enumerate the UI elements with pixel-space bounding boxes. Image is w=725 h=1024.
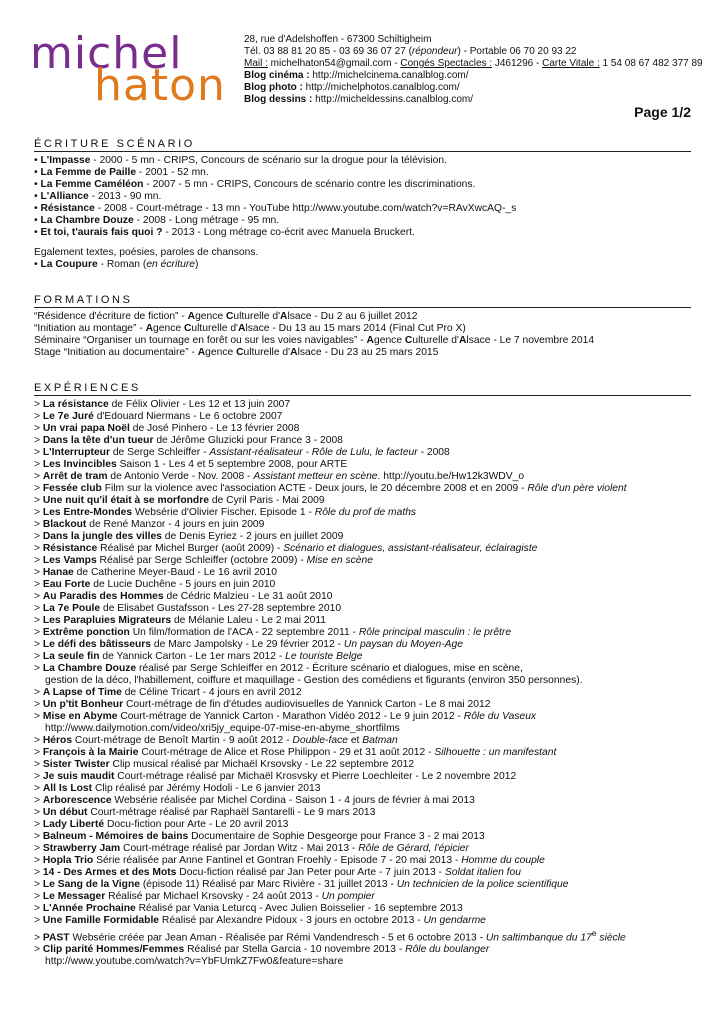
ecriture-item: [34, 203, 705, 215]
item-details: Court-métrage réalisé par Jordan Witz - Mai 2013 -: [120, 843, 359, 854]
organisation: A: [290, 347, 298, 358]
experience-item: [34, 867, 705, 879]
item-details: - 2013 - Long métrage co-écrit avec Manuela Bruckert.: [162, 227, 415, 238]
organisation: A: [280, 311, 288, 322]
experience-item: [34, 411, 705, 423]
item-details: de Denis Eyriez - 2 jours en juillet 2009: [161, 531, 344, 542]
bullet: •: [34, 215, 41, 226]
logo-line-michel: michel: [30, 28, 183, 79]
item-title: Balneum - Mémoires de bains: [42, 831, 189, 842]
arrow: >: [34, 843, 43, 854]
arrow: >: [34, 423, 43, 434]
item-title: L'Impasse: [40, 155, 91, 166]
item-role: Rôle du Vaseux: [463, 711, 537, 722]
item-role: Le touriste Belge: [285, 651, 363, 662]
bullet: •: [34, 155, 41, 166]
item-role: Rôle du boulanger: [405, 944, 490, 956]
item-title: La Chambre Douze: [40, 215, 134, 226]
organisation: lsace: [287, 311, 312, 322]
arrow: >: [34, 399, 43, 410]
arrow: >: [34, 651, 43, 662]
mail-line: Mail : michelhaton54@gmail.com - Congés Spectacles : J461296 - Carte Vitale : 1 54 08 67 482 377 89: [244, 58, 703, 69]
arrow: >: [34, 944, 43, 956]
experience-item: [34, 663, 705, 675]
item-title: A Lapse of Time: [42, 687, 122, 698]
blog-cinema-link[interactable]: http://michelcinema.canalblog.com/: [309, 70, 469, 81]
formation-date: - Du 13 au 15 mars 2014 (Final Cut Pro X): [269, 323, 466, 334]
item-title: Sister Twister: [42, 759, 110, 770]
item-details: de Catherine Meyer-Baud - Le 16 avril 2010: [73, 567, 277, 578]
item-role: Silhouette : un manifestant: [434, 747, 557, 758]
experience-item: [34, 603, 705, 615]
arrow: >: [34, 555, 43, 566]
item-title: La Chambre Douze: [42, 663, 137, 674]
arrow: >: [34, 915, 43, 926]
item-role: Assistant-réalisateur - Rôle de Lulu, le facteur: [209, 447, 418, 458]
item-details: et: [347, 735, 363, 746]
organisation: C: [183, 323, 192, 334]
formation-item: [34, 311, 705, 323]
arrow: >: [34, 639, 43, 650]
blog-photo-line: Blog photo : http://michelphotos.canalblog.com/: [244, 82, 460, 93]
item-role: Rôle de Gérard, l'épicier: [358, 843, 469, 854]
item-title: Hopla Trio: [42, 855, 94, 866]
item-role: Batman: [362, 735, 398, 746]
experience-item: [34, 567, 705, 579]
mail-link[interactable]: michelhaton54@gmail.com -: [267, 58, 401, 69]
item-role: Mise en scène: [306, 555, 373, 566]
organisation: A: [458, 335, 467, 346]
item-details: de Félix Olivier - Les 12 et 13 juin 2007: [108, 399, 291, 410]
formation-title: Stage “Initiation au documentaire” -: [34, 347, 198, 358]
item-details: Websérie réalisée par Michel Cordina - Saison 1 - 4 jours de février à mai 2013: [111, 795, 475, 806]
arrow: >: [34, 735, 43, 746]
ecriture-item: [34, 167, 705, 179]
ecriture-list: [34, 155, 705, 271]
item-details: - Roman (: [97, 259, 147, 270]
item-title: Clip parité Hommes/Femmes: [42, 944, 185, 956]
arrow: >: [34, 747, 43, 758]
ecriture-item: [34, 227, 705, 239]
arrow: >: [34, 495, 43, 506]
bullet: •: [34, 227, 41, 238]
item-details: de Jérôme Gluzicki pour France 3 - 2008: [153, 435, 343, 446]
experience-item: [34, 795, 705, 807]
experience-item: [34, 687, 705, 699]
organisation: A: [145, 323, 154, 334]
formation-title: “Résidence d'écriture de fiction” -: [34, 311, 188, 322]
blog-cinema-line: Blog cinéma : http://michelcinema.canalblog.com/: [244, 70, 469, 81]
arrow: >: [34, 771, 43, 782]
organisation: ulturelle d': [191, 323, 239, 334]
organisation: ulturelle d': [243, 347, 291, 358]
experience-item: [34, 555, 705, 567]
item-continuation: http://www.youtube.com/watch?v=YbFUmkZ7Fw0&feature=share: [45, 956, 344, 968]
item-details: Film sur la violence avec l'association ACTE - Deux jours, le 20 décembre 2008 et en 2009 -: [101, 483, 528, 494]
formation-title: “Initiation au montage” -: [34, 323, 146, 334]
item-title: Hanae: [42, 567, 74, 578]
item-title: Au Paradis des Hommes: [42, 591, 164, 602]
item-title: Une Famille Formidable: [42, 915, 160, 926]
item-title: La Femme de Paille: [40, 167, 137, 178]
arrow: >: [34, 507, 43, 518]
item-details: Réalisé par Stella Garcia - 10 novembre 2013 -: [184, 944, 406, 956]
arrow: >: [34, 867, 43, 878]
section-title-formations: FORMATIONS: [34, 294, 691, 308]
item-details: de Antonio Verde - Nov. 2008 -: [107, 471, 254, 482]
experience-item: [34, 495, 705, 507]
item-title: All Is Lost: [42, 783, 93, 794]
item-title: Héros: [42, 735, 73, 746]
formation-item: [34, 347, 705, 359]
item-title: PAST: [42, 932, 70, 944]
item-title: Les Parapluies Migrateurs: [42, 615, 172, 626]
organisation: C: [225, 311, 234, 322]
item-title: Dans la jungle des villes: [42, 531, 162, 542]
item-title: Je suis maudit: [42, 771, 115, 782]
experience-item: [34, 831, 705, 843]
experience-item: [34, 819, 705, 831]
arrow: >: [34, 891, 43, 902]
item-details: Websérie d'Olivier Fischer. Episode 1 -: [132, 507, 315, 518]
arrow: >: [34, 663, 43, 674]
item-continuation: gestion de la déco, l'habillement, coiffure et maquillage - Gestion des comédiens et figurants (environ 350 personnes).: [45, 675, 583, 686]
logo-line-haton: haton: [94, 60, 226, 111]
item-details: Court-métrage réalisé par Michaël Krosvsky et Pierre Loechleiter - Le 2 novembre 2012: [114, 771, 517, 782]
organisation: A: [187, 311, 196, 322]
item-role: Un saltimbanque du 17: [485, 932, 592, 944]
item-role: Assistant metteur en scène: [253, 471, 378, 482]
experience-item: [34, 543, 705, 555]
experience-item: [34, 579, 705, 591]
arrow: >: [34, 831, 43, 842]
item-details: . http://youtu.be/Hw12k3WDV_o: [377, 471, 525, 482]
item-role: Double-face: [292, 735, 348, 746]
address: 28, rue d'Adelshoffen - 67300 Schiltigheim: [244, 34, 432, 45]
experience-item: [34, 627, 705, 639]
experience-item: [34, 507, 705, 519]
item-role: Un technicien de la police scientifique: [396, 879, 569, 890]
bullet: •: [34, 259, 41, 270]
item-title: Eau Forte: [42, 579, 91, 590]
experience-item: [34, 747, 705, 759]
organisation: gence: [195, 311, 226, 322]
experience-item: [34, 891, 705, 903]
item-details: Court-métrage de Alice et Rose Philippon - 29 et 31 août 2012 -: [138, 747, 435, 758]
arrow: >: [34, 932, 43, 944]
phone-line: Tél. 03 88 81 20 85 - 03 69 36 07 27 (répondeur) - Portable 06 70 20 93 22: [244, 46, 577, 57]
experience-item: [34, 771, 705, 783]
item-title: Les Invincibles: [42, 459, 117, 470]
experience-item: [34, 879, 705, 891]
item-title: La résistance: [42, 399, 109, 410]
item-title: Lady Liberté: [42, 819, 105, 830]
item-title: Dans la tête d'un tueur: [42, 435, 154, 446]
experience-item: [34, 459, 705, 471]
item-details: Saison 1 - Les 4 et 5 septembre 2008, pour ARTE: [116, 459, 348, 470]
experience-item: [34, 519, 705, 531]
item-details: Clip réalisé par Jérémy Hodoli - Le 6 janvier 2013: [92, 783, 321, 794]
experience-item: [34, 447, 705, 459]
item-title: Le 7e Juré: [42, 411, 94, 422]
item-title: La 7e Poule: [42, 603, 101, 614]
item-details: de Yannick Carton - Le 1er mars 2012 -: [99, 651, 286, 662]
experience-item: [34, 915, 705, 927]
experience-item: [34, 855, 705, 867]
item-title: Arborescence: [42, 795, 112, 806]
experience-item: [34, 783, 705, 795]
experience-item: [34, 711, 705, 723]
blog-dessins-line: Blog dessins : http://micheldessins.canalblog.com/: [244, 94, 473, 105]
arrow: >: [34, 531, 43, 542]
item-details: Docu-fiction réalisé par Jan Peter pour Arte - 7 juin 2013 -: [176, 867, 445, 878]
item-title: Une nuit qu'il était à se morfondre: [42, 495, 209, 506]
organisation: C: [404, 335, 413, 346]
item-continuation: http://www.dailymotion.com/video/xri5jy_equipe-07-mise-en-abyme_shortfilms: [45, 723, 400, 734]
item-title: La Femme Caméléon: [40, 179, 144, 190]
bullet: •: [34, 167, 41, 178]
arrow: >: [34, 603, 43, 614]
item-details: - 2008 - Long métrage - 95 mn.: [133, 215, 280, 226]
experience-item: [34, 843, 705, 855]
arrow: >: [34, 687, 43, 698]
item-details: de Céline Tricart - 4 jours en avril 2012: [121, 687, 302, 698]
item-title: Un début: [42, 807, 88, 818]
arrow: >: [34, 435, 43, 446]
experience-item: [34, 759, 705, 771]
item-details: de Cédric Malzieu - Le 31 août 2010: [163, 591, 333, 602]
experience-item: [34, 927, 705, 944]
arrow: >: [34, 447, 43, 458]
item-details: Réalisé par Michael Krsovsky - 24 août 2013 -: [105, 891, 322, 902]
item-details: de José Pinhero - Le 13 février 2008: [129, 423, 300, 434]
experience-item: [34, 423, 705, 435]
item-title: Un vrai papa Noël: [42, 423, 130, 434]
arrow: >: [34, 879, 43, 890]
experience-item: [34, 471, 705, 483]
page-number: Page 1/2: [634, 104, 691, 120]
superscript: e: [591, 928, 597, 938]
arrow: >: [34, 579, 43, 590]
blog-dessins-link[interactable]: http://micheldessins.canalblog.com/: [312, 94, 473, 105]
item-details: Réalisé par Michel Burger (août 2009) -: [97, 543, 284, 554]
item-title: Et toi, t'aurais fais quoi ?: [40, 227, 163, 238]
ecriture-item: [34, 191, 705, 203]
arrow: >: [34, 543, 43, 554]
organisation: lsace: [297, 347, 322, 358]
item-details: Réalisé par Alexandre Pidoux - 3 jours en octobre 2013 -: [159, 915, 424, 926]
item-title: Strawberry Jam: [42, 843, 121, 854]
item-title: L'Interrupteur: [42, 447, 110, 458]
item-details: Clip musical réalisé par Michaël Krsovsky - Le 22 septembre 2012: [109, 759, 415, 770]
item-title: Un p'tit Bonheur: [42, 699, 124, 710]
arrow: >: [34, 471, 43, 482]
arrow: >: [34, 807, 43, 818]
organisation: lsace: [245, 323, 270, 334]
formation-date: - Du 23 au 25 mars 2015: [321, 347, 439, 358]
item-details: - 2013 - 90 mn.: [88, 191, 162, 202]
ecriture-item: [34, 259, 705, 271]
item-details: - 2007 - 5 mn - CRIPS, Concours de scénario contre les discriminations.: [143, 179, 476, 190]
experience-item: [34, 735, 705, 747]
organisation: ulturelle d': [233, 311, 281, 322]
experience-item: [34, 591, 705, 603]
bullet: •: [34, 179, 41, 190]
experience-item: [34, 651, 705, 663]
extra-line: Egalement textes, poésies, paroles de chansons.: [34, 247, 259, 258]
item-details: de Serge Schleiffer -: [109, 447, 210, 458]
item-details: - 2008 - Court-métrage - 13 mn - YouTube http://www.youtube.com/watch?v=RAvXwcAQ-_s: [94, 203, 517, 214]
bullet: •: [34, 191, 41, 202]
item-details: - 2000 - 5 mn - CRIPS, Concours de scénario sur la drogue pour la télévision.: [90, 155, 447, 166]
bullet: •: [34, 203, 41, 214]
arrow: >: [34, 711, 43, 722]
ecriture-item: [34, 179, 705, 191]
arrow: >: [34, 615, 43, 626]
contact-block: [244, 34, 703, 106]
arrow: >: [34, 855, 43, 866]
arrow: >: [34, 627, 43, 638]
organisation: ulturelle d': [412, 335, 459, 346]
arrow: >: [34, 459, 43, 470]
arrow: >: [34, 699, 43, 710]
item-details: ): [194, 259, 199, 270]
arrow: >: [34, 759, 43, 770]
formation-item: [34, 335, 705, 347]
organisation: gence: [205, 347, 237, 358]
section-title-ecriture: ÉCRITURE SCÉNARIO: [34, 138, 691, 152]
item-details: Court-métrage de Benoît Martin - 9 août 2012 -: [72, 735, 293, 746]
arrow: >: [34, 567, 43, 578]
item-details: Court-métrage de Yannick Carton - Marathon Vidéo 2012 - Le 9 juin 2012 -: [117, 711, 464, 722]
arrow: >: [34, 519, 43, 530]
item-title: Résistance: [42, 543, 98, 554]
arrow: >: [34, 795, 43, 806]
item-details: Docu-fiction pour Arte - Le 20 avril 2013: [104, 819, 289, 830]
item-details: Court-métrage réalisé par Raphaël Santarelli - Le 9 mars 2013: [87, 807, 376, 818]
experience-item: [34, 944, 705, 956]
item-details: Websérie créée par Jean Aman - Réalisée par Rémi Vandendresch - 5 et 6 octobre 2013 -: [69, 932, 486, 944]
item-role: Rôle d'un père violent: [527, 483, 627, 494]
organisation: A: [238, 323, 246, 334]
item-details: de Marc Jampolsky - Le 29 février 2012 -: [151, 639, 344, 650]
item-title: Les Entre-Mondes: [42, 507, 133, 518]
item-title: Le défi des bâtisseurs: [42, 639, 152, 650]
item-details: de Mélanie Laleu - Le 2 mai 2011: [171, 615, 327, 626]
item-title: François à la Mairie: [42, 747, 139, 758]
item-role: Rôle du prof de maths: [314, 507, 417, 518]
item-details: Un film/formation de l'ACA - 22 septembre 2011 -: [129, 627, 359, 638]
item-title: Arrêt de tram: [42, 471, 108, 482]
arrow: >: [34, 903, 43, 914]
organisation: gence: [373, 335, 405, 346]
ecriture-item: [34, 155, 705, 167]
arrow: >: [34, 411, 43, 422]
item-title: Résistance: [40, 203, 95, 214]
arrow: >: [34, 483, 43, 494]
arrow: >: [34, 819, 43, 830]
item-title: L'Alliance: [40, 191, 89, 202]
item-role: Un pompier: [321, 891, 375, 902]
experience-item: [34, 903, 705, 915]
formation-date: - Le 7 novembre 2014: [490, 335, 595, 346]
item-details: (épisode 11) Réalisé par Marc Rivière - 31 juillet 2013 -: [139, 879, 397, 890]
experience-item: [34, 483, 705, 495]
item-title: Blackout: [42, 519, 87, 530]
item-details: de René Manzor - 4 jours en juin 2009: [86, 519, 265, 530]
item-role: Scénario et dialogues, assistant-réalisateur, éclairagiste: [283, 543, 538, 554]
item-title: La seule fin: [42, 651, 100, 662]
item-details: Documentaire de Sophie Desgeorge pour France 3 - 2 mai 2013: [188, 831, 485, 842]
item-details: - 2001 - 52 mn.: [136, 167, 209, 178]
item-title: 14 - Des Armes et des Mots: [42, 867, 177, 878]
item-role: siècle: [596, 932, 626, 944]
item-details: Série réalisée par Anne Fantinel et Gontran Froehly - Episode 7 - 20 mai 2013 -: [93, 855, 462, 866]
item-role: Homme du couple: [461, 855, 545, 866]
item-title: Extrême ponction: [42, 627, 130, 638]
arrow: >: [34, 783, 43, 794]
item-details: de Cyril Paris - Mai 2009: [208, 495, 325, 506]
item-role: Soldat italien fou: [444, 867, 521, 878]
formation-item: [34, 323, 705, 335]
item-title: La Coupure: [40, 259, 98, 270]
item-details: d'Edouard Niermans - Le 6 octobre 2007: [93, 411, 283, 422]
item-role: Rôle principal masculin : le prêtre: [358, 627, 512, 638]
blog-photo-link[interactable]: http://michelphotos.canalblog.com/: [302, 82, 460, 93]
section-title-experiences: EXPÉRIENCES: [34, 382, 691, 396]
item-details: réalisé par Serge Schleiffer en 2012 - Écriture scénario et dialogues, mise en scène,: [136, 663, 523, 674]
experiences-list: [34, 399, 705, 968]
item-details: Court-métrage de fin d'études audiovisuelles de Yannick Carton - Le 8 mai 2012: [123, 699, 491, 710]
item-title: Mise en Abyme: [42, 711, 118, 722]
experience-item: [34, 531, 705, 543]
experience-item: [34, 639, 705, 651]
item-role: Un paysan du Moyen-Age: [343, 639, 463, 650]
organisation: A: [197, 347, 206, 358]
logo: [28, 28, 238, 111]
item-details: de Lucie Duchêne - 5 jours en juin 2010: [90, 579, 276, 590]
experience-item: [34, 435, 705, 447]
organisation: lsace: [466, 335, 491, 346]
experience-item: [34, 699, 705, 711]
item-role: Un gendarme: [423, 915, 486, 926]
experience-item: [34, 399, 705, 411]
organisation: gence: [153, 323, 184, 334]
formations-list: [34, 311, 705, 359]
arrow: >: [34, 591, 43, 602]
item-details: Réalisé par Serge Schleiffer (octobre 2009) -: [96, 555, 307, 566]
item-title: Le Sang de la Vigne: [42, 879, 140, 890]
spacer: [34, 239, 705, 247]
item-title: Les Vamps: [42, 555, 97, 566]
formation-title: Séminaire “Organiser un tournage en forêt ou sur les voies navigables” -: [34, 335, 367, 346]
experience-item: [34, 807, 705, 819]
item-details: de Elisabet Gustafsson - Les 27-28 septembre 2010: [100, 603, 342, 614]
item-details: - 2008: [417, 447, 450, 458]
formation-date: - Du 2 au 6 juillet 2012: [311, 311, 418, 322]
ecriture-item: [34, 215, 705, 227]
item-title: Fessée club: [42, 483, 102, 494]
item-title: Le Messager: [42, 891, 106, 902]
item-role: en écriture: [146, 259, 195, 270]
item-title: L'Année Prochaine: [42, 903, 136, 914]
item-details: Réalisé par Vania Leturcq - Avec Julien Boisselier - 16 septembre 2013: [135, 903, 463, 914]
experience-item: [34, 615, 705, 627]
organisation: C: [236, 347, 244, 358]
organisation: A: [366, 335, 374, 346]
